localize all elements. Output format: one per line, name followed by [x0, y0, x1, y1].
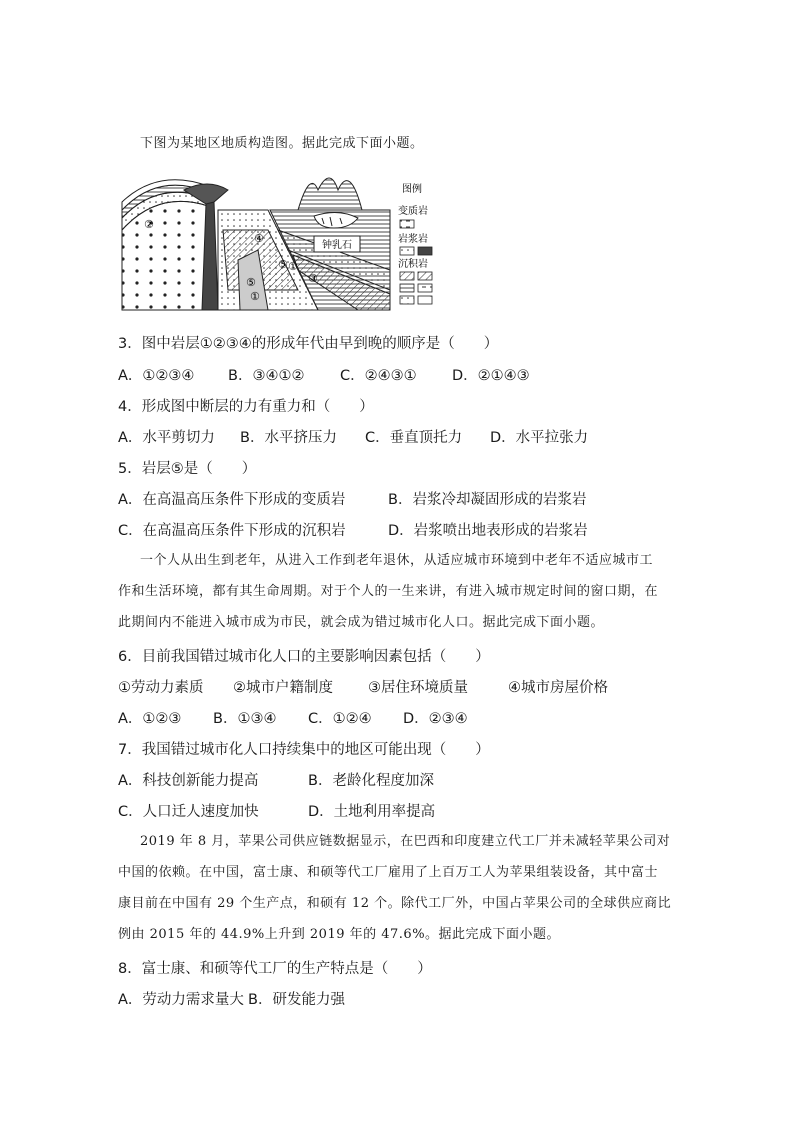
q3-option-d: D．②①④③ — [452, 368, 530, 384]
q7-stem: 7．我国错过城市化人口持续集中的地区可能出现（ ） — [118, 742, 490, 758]
q8-stem: 8．富士康、和硕等代工厂的生产特点是（ ） — [118, 961, 432, 977]
q7-option-a: A．科技创新能力提高 — [118, 773, 259, 789]
legend-sed-swatch-2 — [418, 272, 432, 280]
q3-option-a: A．①②③④ — [118, 368, 195, 384]
q5-option-a: A．在高温高压条件下形成的变质岩 — [118, 492, 346, 508]
q5-option-c: C．在高温高压条件下形成的沉积岩 — [118, 523, 346, 539]
layer-label-1b: ① — [250, 290, 260, 303]
intro-apple-line-3: 康目前在中国有 29 个生产点，和硕有 12 个。除代工厂外，中国占苹果公司的全球供应商比 — [118, 896, 672, 911]
layer-label-4: ④ — [254, 232, 264, 245]
layer-label-1a: ① — [288, 260, 298, 273]
legend-igneous-swatch-2 — [418, 247, 432, 255]
q7-options-row1 — [118, 769, 434, 790]
legend-metamorphic-swatch — [400, 220, 414, 228]
legend-title: 图例 — [402, 184, 422, 195]
intro-geology — [118, 128, 688, 159]
q3-options — [118, 364, 530, 385]
q7-option-c: C．人口迁人速度加快 — [118, 804, 259, 820]
q5-options-row1 — [118, 488, 586, 509]
q3-stem: 3．图中岩层①②③④的形成年代由早到晚的顺序是（ ） — [118, 336, 499, 352]
legend-sed-swatch-3 — [400, 284, 414, 292]
q7-options-row2 — [118, 800, 435, 821]
intro-urbanization-line-2: 作和生活环境，都有其生命周期。对于个人的一生来讲，有进入城市规定时间的窗口期，在 — [118, 584, 659, 599]
q5-stem: 5．岩层⑤是（ ） — [118, 461, 257, 477]
intro-apple-line-1: 2019 年 8 月，苹果公司供应链数据显示，在巴西和印度建立代工厂并未减轻苹果公司对 — [140, 834, 671, 849]
intro-apple-line-2: 中国的依赖。在中国，富士康、和硕等代工厂雇用了上百万工人为苹果组装设备，其中富士 — [118, 865, 659, 880]
legend-igneous-swatch-1 — [400, 247, 414, 255]
intro-apple — [118, 826, 688, 950]
q6-items — [118, 676, 608, 697]
q4-option-b: B．水平挤压力 — [240, 430, 337, 446]
q6-item-1: ①劳动力素质 — [118, 680, 204, 696]
q4-options — [118, 426, 588, 447]
layer-label-3: ③ — [308, 272, 318, 285]
q6-option-c: C．①②④ — [308, 711, 372, 727]
legend-igneous: 岩浆岩 — [398, 234, 428, 245]
intro-urbanization-line-1: 一个人从出生到老年，从进入工作到老年退休，从适应城市环境到中老年不适应城市工 — [140, 553, 654, 568]
q4-option-d: D．水平拉张力 — [490, 430, 589, 446]
q6-stem: 6．目前我国错过城市化人口的主要影响因素包括（ ） — [118, 649, 490, 665]
layer-label-2: ② — [144, 218, 154, 231]
q6-option-d: D．②③④ — [403, 711, 468, 727]
q5-option-b: B．岩浆冷却凝固形成的岩浆岩 — [388, 492, 587, 508]
q6-item-2: ②城市户籍制度 — [233, 680, 333, 696]
intro-urbanization — [118, 545, 688, 638]
q4-option-c: C．垂直顶托力 — [365, 430, 463, 446]
q8-option-b: B．研发能力强 — [248, 992, 345, 1008]
q6-option-b: B．①③④ — [213, 711, 277, 727]
q3-option-b: B．③④①② — [228, 368, 305, 384]
legend-sed-swatch-4 — [418, 284, 432, 292]
stalactite-label: 钟乳石 — [322, 240, 352, 251]
intro-urbanization-line-3: 此期间内不能进入城市成为市民，就会成为错过城市化人口。据此完成下面小题。 — [118, 615, 605, 630]
q4-option-a: A．水平剪切力 — [118, 430, 215, 446]
q7-option-d: D．土地利用率提高 — [308, 804, 436, 820]
q8-option-a: A．劳动力需求量大 — [118, 992, 244, 1008]
q4-stem: 4．形成图中断层的力有重力和（ ） — [118, 399, 374, 415]
q8-options — [118, 988, 345, 1009]
legend-sedimentary: 沉积岩 — [398, 259, 428, 270]
q6-item-4: ④城市房屋价格 — [508, 680, 608, 696]
legend-sed-swatch-1 — [400, 272, 414, 280]
q6-item-3: ③居住环境质量 — [368, 680, 468, 696]
legend-sed-swatch-6 — [418, 296, 432, 304]
geology-figure — [118, 170, 444, 320]
intro-geology-text: 下图为某地区地质构造图。据此完成下面小题。 — [140, 136, 424, 151]
q5-option-d: D．岩浆喷出地表形成的岩浆岩 — [388, 523, 588, 539]
q5-options-row2 — [118, 519, 588, 540]
legend-metamorphic: 变质岩 — [398, 206, 428, 217]
q6-option-a: A．①②③ — [118, 711, 182, 727]
layer-label-5a: ⑤ — [278, 258, 288, 271]
q3-option-c: C．②④③① — [340, 368, 417, 384]
legend-sed-swatch-5 — [400, 296, 414, 304]
q6-options — [118, 707, 468, 728]
q7-option-b: B．老龄化程度加深 — [308, 773, 434, 789]
layer-label-5b: ⑤ — [246, 276, 256, 289]
intro-apple-line-4: 例由 2015 年的 44.9%上升到 2019 年的 47.6%。据此完成下面小题。 — [118, 927, 561, 942]
